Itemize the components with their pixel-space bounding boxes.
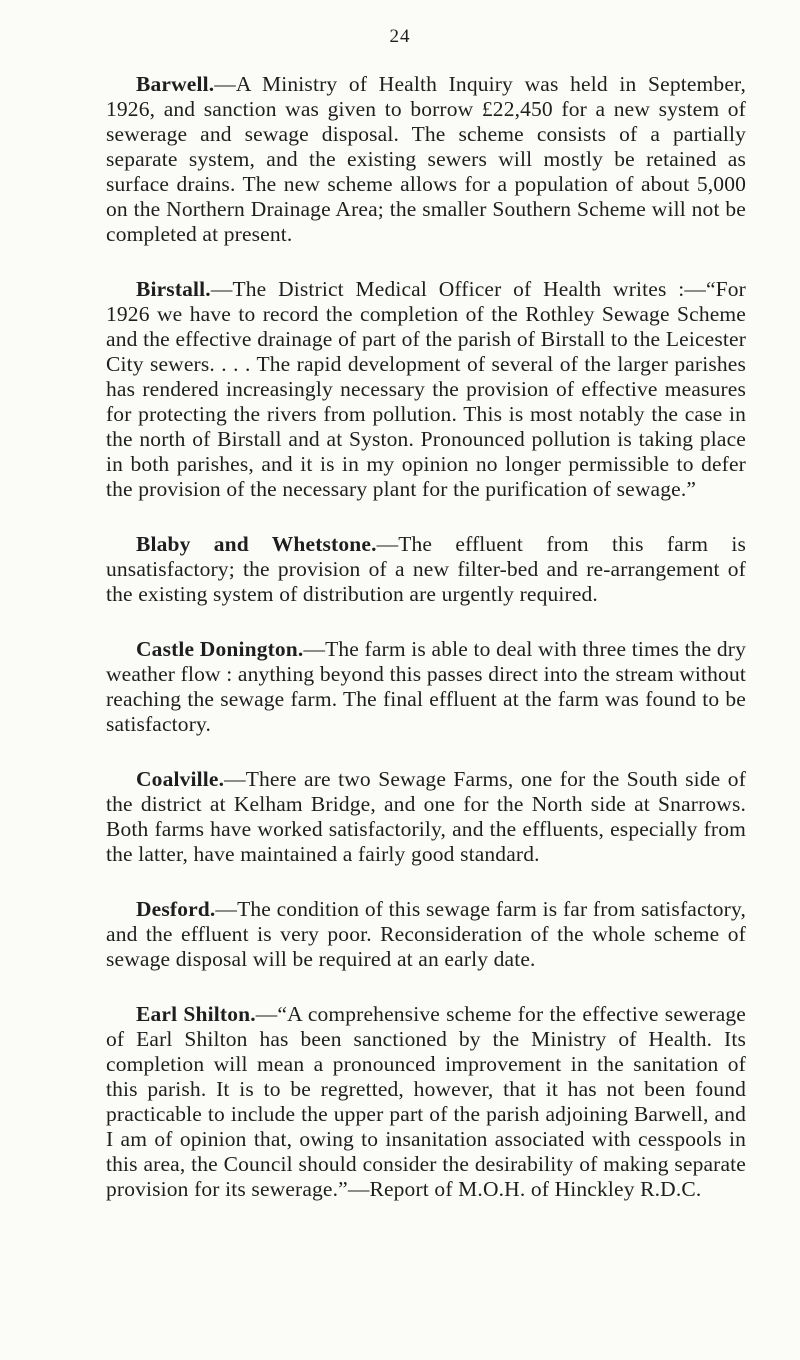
- page-number: 24: [389, 26, 411, 47]
- paragraph-castle-donington: [106, 637, 746, 737]
- paragraph-heading: Desford.: [136, 897, 216, 921]
- paragraph-birstall: [106, 277, 746, 502]
- paragraph-heading: Blaby and Whetstone.: [136, 532, 377, 556]
- paragraph-text: —“A comprehensive scheme for the effective sewerage of Earl Shilton has been sanctioned by the Ministry of Health. Its completion will mean a pronounced improvement in the sanitation of this parish. It is to be regretted, however, that it has not been found practicable to include the upper part of the parish adjoining Barwell, and I am of opinion that, owing to insanitation associated with cesspools in this area, the Council should consider the desirability of making separate provision for its sewerage.”—Report of M.O.H. of Hinckley R.D.C.: [106, 1002, 746, 1201]
- paragraph-coalville: [106, 767, 746, 867]
- paragraph-desford: [106, 897, 746, 972]
- paragraph-heading: Birstall.: [136, 277, 211, 301]
- paragraph-earl-shilton: [106, 1002, 746, 1202]
- paragraph-heading: Barwell.: [136, 72, 215, 96]
- paragraph-heading: Castle Donington.: [136, 637, 304, 661]
- paragraph-heading: Coalville.: [136, 767, 225, 791]
- paragraph-text: —The District Medical Officer of Health writes :—“For 1926 we have to record the completion of the Rothley Sewage Scheme and the effective drainage of part of the parish of Birstall to the Leicester City sewers. . . . The rapid development of several of the larger parishes has rendered increasingly necessary the provision of effective measures for protecting the rivers from pollution. This is most notably the case in the north of Birstall and at Syston. Pronounced pollution is taking place in both parishes, and it is in my opinion no longer permissible to defer the provision of the necessary plant for the purification of sewage.”: [106, 277, 746, 501]
- paragraph-heading: Earl Shilton.: [136, 1002, 256, 1026]
- paragraph-text: —A Ministry of Health Inquiry was held in September, 1926, and sanction was given to borrow £22,450 for a new system of sewerage and sewage disposal. The scheme consists of a partially separate system, and the existing sewers will mostly be retained as surface drains. The new scheme allows for a population of about 5,000 on the Northern Drainage Area; the smaller Southern Scheme will not be completed at present.: [106, 72, 746, 246]
- paragraph-barwell: [106, 72, 746, 247]
- paragraph-text: —The condition of this sewage farm is far from satisfactory, and the effluent is very poor. Reconsideration of the whole scheme of sewage disposal will be required at an early date.: [106, 897, 746, 971]
- paragraph-text: —There are two Sewage Farms, one for the South side of the district at Kelham Bridge, and one for the North side at Snarrows. Both farms have worked satisfactorily, and the effluents, especially from the latter, have maintained a fairly good standard.: [106, 767, 746, 866]
- paragraph-blaby-whetstone: [106, 532, 746, 607]
- paragraph-text: —The effluent from this farm is unsatisfactory; the provision of a new filter-bed and re-arrangement of the existing system of distribution are urgently required.: [106, 532, 746, 606]
- paragraph-text: —The farm is able to deal with three times the dry weather flow : anything beyond this passes direct into the stream without reaching the sewage farm. The final effluent at the farm was found to be satisfactory.: [106, 637, 747, 736]
- document-body: [106, 72, 746, 1232]
